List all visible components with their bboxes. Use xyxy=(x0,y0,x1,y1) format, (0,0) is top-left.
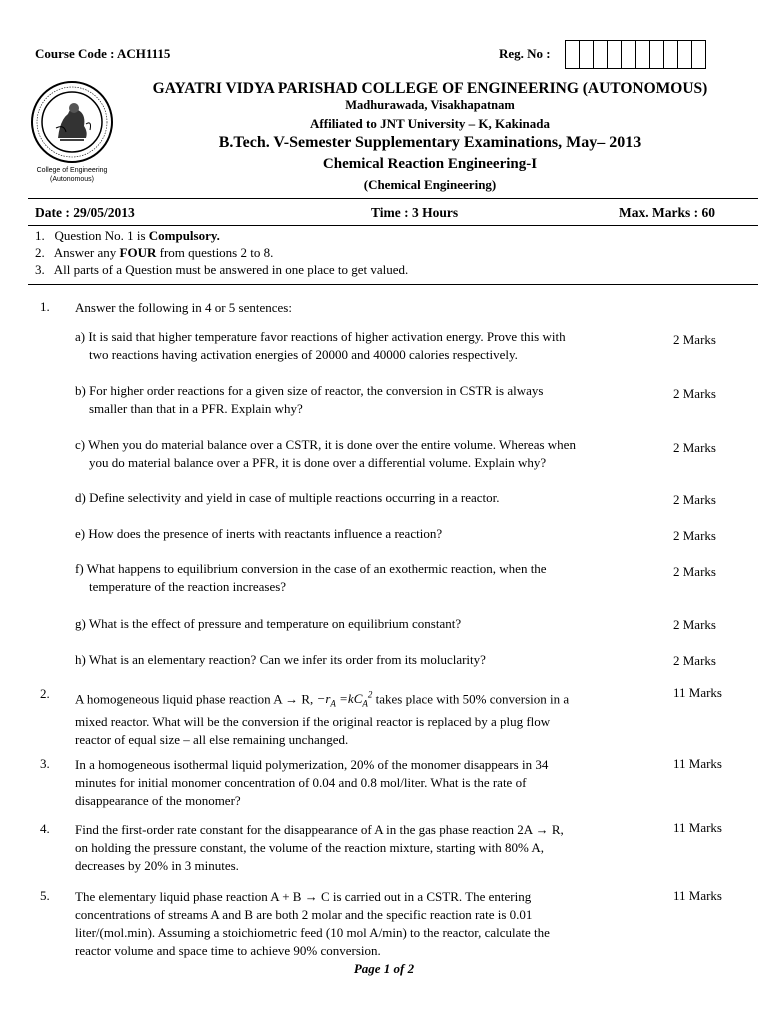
reg-box xyxy=(649,40,664,69)
q1-part-h xyxy=(75,651,665,669)
part-text: h) What is an elementary reaction? Can we infer its order from its moluclarity? xyxy=(75,652,486,667)
question-line: disappearance of the monomer? xyxy=(75,793,241,808)
question-line: decreases by 20% in 3 minutes. xyxy=(75,858,239,873)
course-code: Course Code : ACH1115 xyxy=(35,46,171,61)
part-text: g) What is the effect of pressure and temperature on equilibrium constant? xyxy=(75,616,462,631)
question-intro: Answer the following in 4 or 5 sentences: xyxy=(75,300,292,315)
divider xyxy=(28,284,758,285)
question-number: 1. xyxy=(40,299,50,314)
reg-box xyxy=(635,40,650,69)
question-number: 2. xyxy=(40,686,50,701)
reg-box xyxy=(579,40,594,69)
reg-box xyxy=(593,40,608,69)
instruction xyxy=(35,245,273,261)
logo-caption-line: College of Engineering xyxy=(36,167,108,174)
question-5-text xyxy=(75,888,660,960)
reg-box xyxy=(677,40,692,69)
math-text: =kC xyxy=(335,691,363,707)
instruction-bold: FOUR xyxy=(119,245,157,260)
question-line: In a homogeneous isothermal liquid polymerization, 20% of the monomer disappears in 34 xyxy=(75,757,549,772)
question-2-text xyxy=(75,686,660,749)
marks: 2 Marks xyxy=(673,564,716,579)
part-text: c) When you do material balance over a CSTR, it is done over the entire volume. Whereas when xyxy=(75,437,576,452)
part-text: smaller than that in a PFR. Explain why? xyxy=(89,401,303,416)
max-marks: Max. Marks : 60 xyxy=(619,205,715,220)
question-line: reactor of equal size – all else remaining unchanged. xyxy=(75,731,349,747)
math-sub: A xyxy=(330,698,336,709)
question-line: liter/(mol.min). Assuming a stoichiometric feed (10 mol A/min) to the reactor, calculate the xyxy=(75,925,550,940)
part-text: a) It is said that higher temperature favor reactions of higher activation energy. Prove this with xyxy=(75,329,566,344)
marks: 11 Marks xyxy=(673,820,722,835)
divider xyxy=(28,225,758,226)
question-line: minutes for initial monomer concentration of 0.04 and 0.8 mol/liter. What is the rate of xyxy=(75,775,527,790)
question-line: reactor volume and space time to achieve 90% conversion. xyxy=(75,943,381,958)
q1-part-b xyxy=(75,382,665,418)
reg-no-label: Reg. No : xyxy=(499,46,551,61)
question-line xyxy=(75,686,660,713)
logo-caption xyxy=(20,166,124,184)
math-sup: 2 xyxy=(367,690,373,700)
question-3-text xyxy=(75,756,660,810)
question-line: on holding the pressure constant, the volume of the reaction mixture, starting with 80% A, xyxy=(75,840,544,855)
marks: 11 Marks xyxy=(673,888,722,903)
page-footer: Page 1 of 2 xyxy=(353,961,415,976)
reg-box xyxy=(565,40,580,69)
logo-caption-line: (Autonomous) xyxy=(50,176,94,183)
instruction-number: 1. xyxy=(35,228,45,243)
marks: 2 Marks xyxy=(673,440,716,455)
marks: 11 Marks xyxy=(673,685,722,700)
reg-box xyxy=(621,40,636,69)
part-text: f) What happens to equilibrium conversion in the case of an exothermic reaction, when the xyxy=(75,561,547,576)
marks: 11 Marks xyxy=(673,756,722,771)
part-text: temperature of the reaction increases? xyxy=(89,579,287,594)
marks: 2 Marks xyxy=(673,528,716,543)
instruction-number: 3. xyxy=(35,262,45,277)
question-line: The elementary liquid phase reaction A + B → C is carried out in a CSTR. The entering xyxy=(75,889,532,904)
exam-date: Date : 29/05/2013 xyxy=(35,205,135,220)
affiliation: Affiliated to JNT University – K, Kakinada xyxy=(310,116,550,131)
question-line: concentrations of streams A and B are both 2 molar and the specific reaction rate is 0.01 xyxy=(75,907,533,922)
subject-title: Chemical Reaction Engineering-I xyxy=(322,156,538,172)
question-number: 3. xyxy=(40,756,50,771)
marks: 2 Marks xyxy=(673,617,716,632)
question-line: mixed reactor. What will be the conversion if the original reactor is replaced by a plug flow xyxy=(75,713,551,729)
q1-part-d xyxy=(75,489,665,507)
instruction-bold: Compulsory. xyxy=(148,228,220,243)
q1-part-c xyxy=(75,436,665,472)
rate-expression xyxy=(316,690,373,709)
instruction-number: 2. xyxy=(35,245,45,260)
question-text: A homogeneous liquid phase reaction A → R, xyxy=(75,691,317,707)
q1-part-g xyxy=(75,615,665,633)
math-sub: A xyxy=(362,698,368,709)
q1-part-a xyxy=(75,328,665,364)
question-line: Find the first-order rate constant for the disappearance of A in the gas phase reaction 2A → R, xyxy=(75,822,564,837)
marks: 2 Marks xyxy=(673,332,716,347)
reg-no-boxes xyxy=(566,40,706,69)
exam-time: Time : 3 Hours xyxy=(371,205,459,220)
reg-box xyxy=(691,40,706,69)
marks: 2 Marks xyxy=(673,492,716,507)
college-address: Madhurawada, Visakhapatnam xyxy=(345,98,515,112)
q1-part-f xyxy=(75,560,665,596)
part-text: you do material balance over a PFR, it is done over a differential volume. Explain why? xyxy=(89,455,547,470)
part-text: e) How does the presence of inerts with reactants influence a reaction? xyxy=(75,526,443,541)
question-number: 4. xyxy=(40,821,50,836)
part-text: b) For higher order reactions for a given size of reactor, the conversion in CSTR is always xyxy=(75,383,544,398)
reg-box xyxy=(607,40,622,69)
divider xyxy=(28,198,758,199)
instruction-text: All parts of a Question must be answered in one place to get valued. xyxy=(53,262,409,277)
part-text: two reactions having activation energies of 20000 and 40000 calories respectively. xyxy=(89,347,518,362)
question-number: 5. xyxy=(40,888,50,903)
college-name: GAYATRI VIDYA PARISHAD COLLEGE OF ENGINEERING (AUTONOMOUS) xyxy=(152,80,708,97)
math-text: −r xyxy=(316,691,331,707)
reg-box xyxy=(663,40,678,69)
marks: 2 Marks xyxy=(673,653,716,668)
instruction xyxy=(35,262,408,278)
college-seal-logo xyxy=(30,80,114,164)
question-4-text xyxy=(75,821,660,875)
instruction-text: Question No. 1 is xyxy=(54,228,149,243)
branch: (Chemical Engineering) xyxy=(363,177,497,192)
instruction-text: Answer any xyxy=(53,245,120,260)
question-text: takes place with 50% conversion in a xyxy=(372,691,570,707)
marks: 2 Marks xyxy=(673,386,716,401)
instruction xyxy=(35,228,220,244)
q1-part-e xyxy=(75,525,665,543)
instruction-text: from questions 2 to 8. xyxy=(156,245,274,260)
exam-title: B.Tech. V-Semester Supplementary Examinations, May– 2013 xyxy=(218,134,642,151)
part-text: d) Define selectivity and yield in case of multiple reactions occurring in a reactor. xyxy=(75,490,500,505)
